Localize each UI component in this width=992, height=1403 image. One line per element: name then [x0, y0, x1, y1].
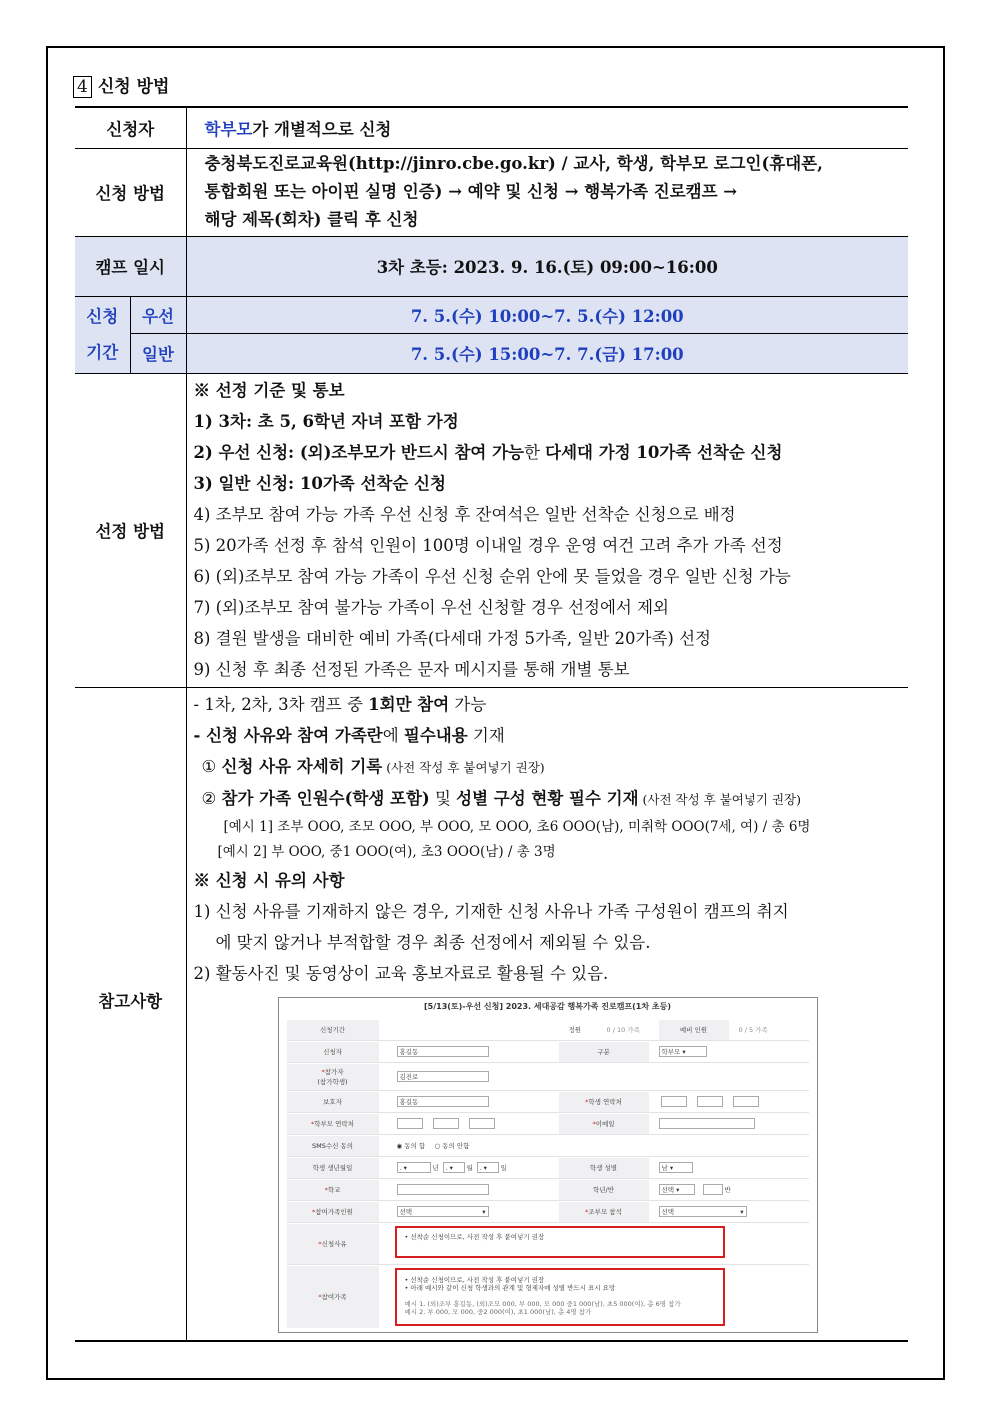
chevron-down-icon: ▾: [682, 1047, 686, 1056]
selection-item: 6) (외)조부모 참여 가능 가족이 우선 신청 순위 안에 못 들었을 경우 일반 신청 가능: [193, 567, 791, 586]
school-input[interactable]: [397, 1184, 489, 1195]
method-line2: 통합회원 또는 아이핀 실명 인증) → 예약 및 신청 → 행복가족 진로캠프 →: [204, 182, 738, 201]
period-label-b: 기간: [86, 342, 119, 362]
form-row: [287, 1136, 809, 1157]
parent-phone-2[interactable]: [433, 1118, 459, 1129]
grandparent-select[interactable]: 선택 ▾: [659, 1206, 747, 1217]
period-label: [75, 296, 130, 373]
form-label: *참가자 (참가학생): [287, 1064, 379, 1090]
form-row: [287, 1114, 809, 1135]
form-value: 0 / 5 가족: [738, 1025, 768, 1034]
form-label: 월: [466, 1163, 473, 1172]
form-label: *신청사유: [287, 1224, 379, 1264]
form-row: [287, 1020, 809, 1041]
row-applicant: [75, 107, 908, 148]
selection-item: 5) 20가족 선정 후 참석 인원이 100명 이내일 경우 운영 여건 고려 추가 가족 선정: [193, 536, 783, 555]
chevron-down-icon: ▾: [676, 1185, 680, 1194]
selection-head: ※ 선정 기준 및 통보: [193, 381, 345, 400]
birth-day-select[interactable]: . ▾: [477, 1162, 499, 1173]
chevron-down-icon: ▾: [669, 1163, 674, 1172]
section-title: [73, 72, 169, 98]
selection-item: 9) 신청 후 최종 선정된 가족은 문자 메시지를 통해 개별 통보: [193, 660, 630, 679]
form-screenshot: [278, 997, 818, 1333]
student-phone-1[interactable]: [661, 1096, 687, 1107]
gender-select[interactable]: 남 ▾: [659, 1162, 693, 1173]
chevron-down-icon: ▾: [482, 1207, 486, 1216]
notes-label: 참고사항: [75, 687, 186, 1341]
grade-select[interactable]: 선택 ▾: [659, 1184, 695, 1195]
form-row: [287, 1042, 809, 1063]
form-label: 학생 성별: [559, 1158, 649, 1178]
participant-input[interactable]: 김진로: [397, 1071, 489, 1082]
period-label-a: 신청: [86, 306, 119, 326]
chevron-down-icon: ▾: [483, 1163, 487, 1172]
general-value: 7. 5.(수) 15:00~7. 7.(금) 17:00: [186, 333, 908, 373]
form-label: 신청기간: [287, 1020, 379, 1040]
form-label: 일: [500, 1163, 507, 1172]
form-label: 구분: [559, 1042, 649, 1062]
form-label: 학생 생년월일: [287, 1158, 379, 1178]
family-hint: • 아래 예시와 같이 신청 학생과의 관계 및 형제자매 성별 반드시 표시 요망: [404, 1283, 616, 1292]
row-method: [75, 148, 908, 236]
form-row: [287, 1158, 809, 1179]
form-label: 예비 인원: [659, 1020, 729, 1040]
caution-line: 에 맞지 않거나 부적합할 경우 최종 선정에서 제외될 수 있음.: [215, 932, 651, 952]
form-label: *참여가족인원: [287, 1202, 379, 1222]
form-label: 학년/반: [559, 1180, 649, 1200]
selection-item: 3) 일반 신청: 10가족 선착순 신청: [193, 474, 446, 493]
method-line3: 해당 제목(회차) 클릭 후 신청: [204, 210, 419, 229]
form-label: *학교: [287, 1180, 379, 1200]
form-label: *이메일: [559, 1114, 649, 1134]
form-label: 정원: [568, 1025, 582, 1034]
form-label: 년: [432, 1163, 439, 1172]
form-value: 0 / 10 가족: [606, 1025, 640, 1034]
row-selection: [75, 373, 908, 687]
selection-item: 2) 우선 신청: (외)조부모가 반드시 참여 가능한 다세대 가정 10가족 선착순 신청: [193, 443, 783, 462]
applicant-value: [186, 107, 908, 148]
parent-phone-3[interactable]: [469, 1118, 495, 1129]
sms-radio-no[interactable]: ○ 동의 안함: [434, 1141, 470, 1150]
class-input[interactable]: [703, 1184, 723, 1195]
chevron-down-icon: ▾: [449, 1163, 453, 1172]
applicant-input[interactable]: 홍길동: [397, 1046, 489, 1057]
caution-head: ※ 신청 시 유의 사항: [193, 870, 345, 890]
sms-radio-yes[interactable]: ◉ 동의 함: [396, 1141, 426, 1150]
form-row: [287, 1092, 809, 1113]
family-count-select[interactable]: 선택 ▾: [397, 1206, 489, 1217]
selection-item: 1) 3차: 초 5, 6학년 자녀 포함 가정: [193, 412, 459, 431]
general-label: 일반: [130, 333, 186, 373]
chevron-down-icon: ▾: [403, 1163, 407, 1172]
applicant-rest: 가 개별적으로 신청: [252, 119, 392, 139]
form-label: *학부모 연락처: [287, 1114, 379, 1134]
selection-item: 8) 결원 발생을 대비한 예비 가족(다세대 가정 5가족, 일반 20가족) 선정: [193, 629, 711, 648]
type-select[interactable]: 학부모 ▾: [659, 1046, 707, 1057]
form-label: SMS수신 동의: [287, 1136, 379, 1156]
family-example: 예시 2. 부 000, 모 000, 중2 000(여), 초1 000(남), 총 4명 참가: [404, 1307, 592, 1316]
family-textarea[interactable]: [395, 1268, 725, 1326]
note-line: - 신청 사유와 참여 가족란에 필수내용 기재: [193, 725, 505, 745]
row-camp-date: [75, 236, 908, 296]
form-label: *조부모 참석: [559, 1202, 649, 1222]
note-line: ② 참가 가족 인원수(학생 포함) 및 성별 구성 현황 필수 기재 (사전 작성 후 붙여넣기 권장): [201, 788, 801, 808]
form-label: *학생 연락처: [559, 1092, 649, 1112]
section-number: 4: [73, 76, 92, 98]
selection-item: 7) (외)조부모 참여 불가능 가족이 우선 신청할 경우 선정에서 제외: [193, 598, 669, 617]
form-label: *참여가족: [287, 1266, 379, 1328]
camp-date-value: 3차 초등: 2023. 9. 16.(토) 09:00~16:00: [186, 236, 908, 296]
method-value: [186, 148, 908, 236]
selection-item: 4) 조부모 참여 가능 가족 우선 신청 후 잔여석은 일반 선착순 신청으로 배정: [193, 505, 736, 524]
form-label: 보호자: [287, 1092, 379, 1112]
reason-textarea[interactable]: • 선착순 신청이므로, 사전 작성 후 붙여넣기 권장: [395, 1226, 725, 1258]
form-row: [287, 1202, 809, 1223]
parent-phone-1[interactable]: [397, 1118, 423, 1129]
form-title: [5/13(토)-우선 신청] 2023. 세대공감 행복가족 진로캠프(1차 초등): [423, 1001, 672, 1011]
form-row: [287, 1266, 809, 1328]
application-table: [75, 106, 908, 1342]
row-period-priority: [75, 296, 908, 333]
applicant-label: 신청자: [75, 107, 186, 148]
note-line: ① 신청 사유 자세히 기록 (사전 작성 후 붙여넣기 권장): [201, 756, 545, 776]
form-row: [287, 1064, 809, 1091]
row-period-general: [75, 333, 908, 373]
email-input[interactable]: [659, 1118, 755, 1129]
selection-value: [186, 373, 908, 687]
student-phone-3[interactable]: [733, 1096, 759, 1107]
birth-year-select[interactable]: . ▾: [397, 1162, 431, 1173]
caution-line: 1) 신청 사유를 기재하지 않은 경우, 기재한 신청 사유나 가족 구성원이 캠프의 취지: [193, 901, 789, 921]
example-2: [예시 2] 부 OOO, 중1 OOO(여), 초3 OOO(남) / 총 3명: [217, 843, 556, 860]
caution-line: 2) 활동사진 및 동영상이 교육 홍보자료로 활용될 수 있음.: [193, 963, 609, 983]
priority-label: 우선: [130, 296, 186, 333]
chevron-down-icon: ▾: [740, 1207, 744, 1216]
notes-value: [186, 687, 908, 1341]
camp-date-label: 캠프 일시: [75, 236, 186, 296]
birth-month-select[interactable]: . ▾: [443, 1162, 465, 1173]
section-title-text: 신청 방법: [97, 77, 170, 97]
guardian-input[interactable]: 홍길동: [397, 1096, 489, 1107]
row-notes: [75, 687, 908, 1341]
family-hint: • 선착순 신청이므로, 사전 작성 후 붙여넣기 권장: [404, 1275, 545, 1284]
form-row: [287, 1224, 809, 1265]
form-label: 신청자: [287, 1042, 379, 1062]
form-label: 반: [724, 1185, 731, 1194]
family-example: 예시 1. (외)조부 홍길동, (외)조모 000, 부 000, 모 000 중1 000(남), 초5 000(여), 총 6명 참가: [404, 1299, 681, 1308]
selection-label: 선정 방법: [75, 373, 186, 687]
example-1: [예시 1] 조부 OOO, 조모 OOO, 부 OOO, 모 OOO, 초6 OOO(남), 미취학 OOO(7세, 여) / 총 6명: [223, 818, 811, 835]
form-row: [287, 1180, 809, 1201]
applicant-highlight: 학부모: [204, 119, 253, 139]
priority-value: 7. 5.(수) 10:00~7. 5.(수) 12:00: [186, 296, 908, 333]
method-label: 신청 방법: [75, 148, 186, 236]
method-line1: 충청북도진로교육원(http://jinro.cbe.go.kr) / 교사, 학생, 학부모 로그인(휴대폰,: [204, 154, 823, 173]
note-line: - 1차, 2차, 3차 캠프 중 1회만 참여 가능: [193, 694, 487, 714]
student-phone-2[interactable]: [697, 1096, 723, 1107]
